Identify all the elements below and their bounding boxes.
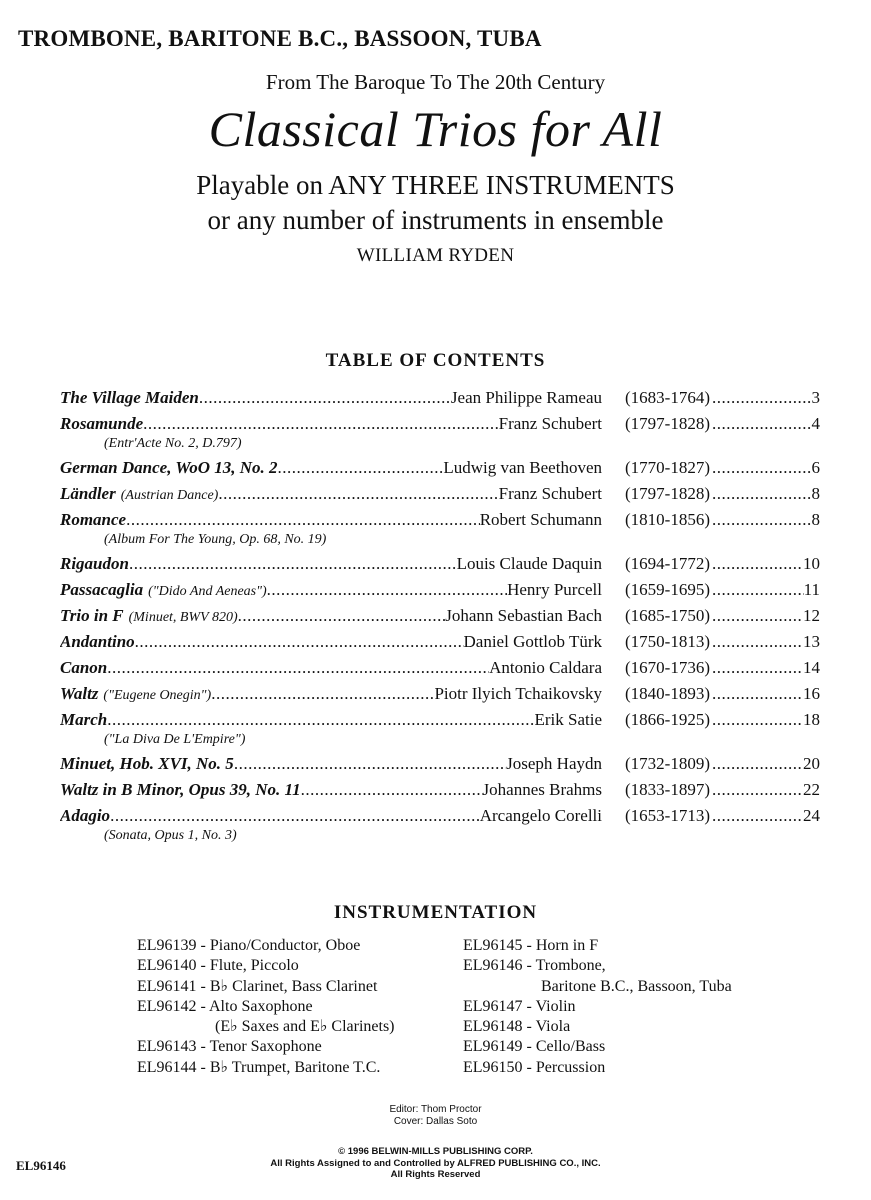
leader-dots: [267, 577, 507, 603]
leader-dots: [712, 577, 804, 603]
toc-page: 22: [803, 780, 820, 799]
instrumentation-left-column: [137, 936, 395, 1078]
leader-dots: [712, 751, 803, 777]
catalog-code: EL96146: [16, 1158, 66, 1173]
toc-years: (1750-1813): [625, 632, 710, 651]
toc-entry[interactable]: [60, 603, 820, 629]
toc-page: 11: [803, 580, 820, 599]
credits: [0, 1104, 871, 1128]
instrument-part: EL96147 - Violin: [463, 997, 576, 1015]
toc-composer: Piotr Ilyich Tchaikovsky: [434, 684, 602, 703]
toc-entry[interactable]: [60, 655, 820, 681]
toc-page: 10: [803, 554, 820, 573]
instrument-part: EL96150 - Percussion: [463, 1058, 606, 1076]
leader-dots: [199, 385, 451, 411]
leader-dots: [143, 411, 498, 437]
toc-entry[interactable]: [60, 551, 820, 577]
toc-page: 14: [803, 658, 820, 677]
toc-heading: TABLE OF CONTENTS: [325, 350, 546, 371]
leader-dots: [211, 681, 434, 707]
leader-dots: [712, 455, 812, 481]
toc-composer: Joseph Haydn: [506, 754, 602, 773]
toc-page: 8: [811, 484, 820, 503]
instrument-part: EL96140 - Flute, Piccolo: [137, 957, 299, 975]
toc-years: (1685-1750): [625, 606, 710, 625]
copyright-notice: [0, 1146, 871, 1181]
instrument-part: EL96142 - Alto Saxophone: [137, 997, 313, 1015]
instrument-part: EL96149 - Cello/Bass: [463, 1038, 606, 1056]
toc-composer: Daniel Gottlob Türk: [463, 632, 602, 651]
leader-dots: [126, 507, 480, 533]
author-name: WILLIAM RYDEN: [356, 245, 515, 266]
toc-title: Minuet, Hob. XVI, No. 5: [60, 754, 234, 773]
toc-composer: Ludwig van Beethoven: [443, 458, 602, 477]
toc-years: (1653-1713): [625, 806, 710, 825]
leader-dots: [712, 655, 803, 681]
toc-entry[interactable]: [60, 777, 820, 803]
toc-title: Rosamunde: [60, 414, 144, 433]
leader-dots: [712, 803, 803, 829]
toc-composer: Henry Purcell: [507, 580, 602, 599]
toc-page: 16: [803, 684, 820, 703]
toc-entry[interactable]: [60, 577, 820, 603]
toc-subtitle: (Entr'Acte No. 2, D.797): [104, 436, 242, 451]
toc-title-note: ("Eugene Onegin"): [103, 688, 212, 703]
toc-entry[interactable]: [60, 455, 820, 481]
toc-composer: Louis Claude Daquin: [456, 554, 602, 573]
toc-entry[interactable]: [60, 803, 820, 847]
toc-years: (1797-1828): [625, 414, 710, 433]
toc-years: (1797-1828): [625, 484, 710, 503]
toc-title: Adagio: [60, 806, 111, 825]
leader-dots: [107, 655, 489, 681]
leader-dots: [135, 629, 464, 655]
toc-title: Canon: [60, 658, 108, 677]
toc-composer: Arcangelo Corelli: [479, 806, 602, 825]
leader-dots: [110, 803, 480, 829]
toc-years: (1694-1772): [625, 554, 710, 573]
leader-dots: [712, 777, 803, 803]
toc-entry[interactable]: [60, 629, 820, 655]
copyright-line: © 1996 BELWIN-MILLS PUBLISHING CORP.: [338, 1146, 533, 1157]
toc-page: 6: [811, 458, 820, 477]
instrument-part: EL96145 - Horn in F: [463, 937, 599, 954]
toc-subtitle: (Album For The Young, Op. 68, No. 19): [104, 532, 327, 547]
toc-page: 18: [803, 710, 820, 729]
toc-years: (1810-1856): [625, 510, 710, 529]
leader-dots: [712, 481, 812, 507]
toc-page: 3: [811, 388, 820, 407]
toc-composer: Franz Schubert: [498, 414, 602, 433]
table-of-contents: [60, 385, 820, 847]
rights-assigned-line: All Rights Assigned to and Controlled by ALFRED PUBLISHING CO., INC.: [270, 1157, 601, 1169]
instrument-part: EL96141 - B♭ Clarinet, Bass Clarinet: [137, 977, 378, 995]
toc-page: 20: [803, 754, 820, 773]
toc-title: Andantino: [60, 632, 135, 651]
leader-dots: [712, 603, 803, 629]
leader-dots: [712, 629, 803, 655]
toc-years: (1659-1695): [625, 580, 710, 599]
leader-dots: [238, 603, 446, 629]
tagline-line-1: Playable on ANY THREE INSTRUMENTS: [196, 170, 675, 200]
leader-dots: [301, 777, 483, 803]
instrument-part-continuation: (E♭ Saxes and E♭ Clarinets): [215, 1018, 395, 1036]
toc-title: The Village Maiden: [60, 388, 199, 407]
cover-credit: Cover: Dallas Soto: [393, 1116, 478, 1127]
toc-title: Rigaudon: [60, 554, 129, 573]
toc-title: German Dance, WoO 13, No. 2: [60, 458, 278, 477]
toc-title-note: (Minuet, BWV 820): [128, 610, 238, 625]
toc-years: (1683-1764): [625, 388, 710, 407]
toc-years: (1833-1897): [625, 780, 710, 799]
instrument-part: EL96144 - B♭ Trumpet, Baritone T.C.: [137, 1058, 381, 1076]
toc-composer: Antonio Caldara: [489, 658, 602, 677]
toc-entry[interactable]: [60, 707, 820, 751]
toc-page: 12: [803, 606, 820, 625]
leader-dots: [712, 707, 803, 733]
instrumentation-heading: INSTRUMENTATION: [333, 902, 538, 923]
leader-dots: [234, 751, 506, 777]
leader-dots: [712, 507, 812, 533]
instrument-part: EL96148 - Viola: [463, 1018, 571, 1036]
leader-dots: [107, 707, 534, 733]
toc-title: Ländler: [60, 484, 116, 503]
toc-title-note: ("Dido And Aeneas"): [148, 584, 267, 599]
book-title: Classical Trios for All: [208, 101, 663, 157]
toc-title: Romance: [60, 510, 127, 529]
leader-dots: [278, 455, 444, 481]
toc-title: Trio in F: [60, 606, 124, 625]
leader-dots: [712, 411, 812, 437]
leader-dots: [712, 551, 803, 577]
toc-page: 8: [811, 510, 820, 529]
toc-entry[interactable]: [60, 481, 820, 507]
instrument-part: EL96146 - Trombone,: [463, 957, 606, 975]
toc-title: Passacaglia: [60, 580, 144, 599]
leader-dots: [129, 551, 457, 577]
header-instruments: TROMBONE, BARITONE B.C., BASSOON, TUBA: [18, 26, 542, 51]
toc-title: Waltz: [60, 684, 99, 703]
instrument-part: EL96143 - Tenor Saxophone: [137, 1038, 322, 1056]
toc-title-note: (Austrian Dance): [120, 488, 219, 503]
toc-years: (1732-1809): [625, 754, 710, 773]
toc-composer: Johannes Brahms: [482, 780, 602, 799]
toc-years: (1770-1827): [625, 458, 710, 477]
instrument-part: EL96139 - Piano/Conductor, Oboe: [137, 937, 361, 954]
leader-dots: [712, 681, 803, 707]
editor-credit: Editor: Thom Proctor: [389, 1104, 482, 1115]
toc-entry[interactable]: [60, 411, 820, 455]
toc-composer: Erik Satie: [534, 710, 602, 729]
toc-subtitle: ("La Diva De L'Empire"): [104, 732, 246, 747]
toc-years: (1840-1893): [625, 684, 710, 703]
toc-composer: Johann Sebastian Bach: [445, 606, 602, 625]
toc-page: 24: [803, 806, 820, 825]
toc-title: March: [60, 710, 108, 729]
tagline-line-2: or any number of instruments in ensemble: [207, 205, 664, 235]
leader-dots: [712, 385, 812, 411]
toc-composer: Jean Philippe Rameau: [450, 388, 602, 407]
toc-entry[interactable]: [60, 507, 820, 551]
leader-dots: [218, 481, 498, 507]
toc-entry[interactable]: [60, 385, 820, 411]
toc-page: 13: [803, 632, 820, 651]
instrumentation-right-column: [463, 936, 732, 1078]
toc-title: Waltz in B Minor, Opus 39, No. 11: [60, 780, 301, 799]
toc-subtitle: (Sonata, Opus 1, No. 3): [104, 828, 237, 843]
toc-page: 4: [811, 414, 820, 433]
toc-entry[interactable]: [60, 681, 820, 707]
toc-composer: Robert Schumann: [479, 510, 602, 529]
toc-years: (1670-1736): [625, 658, 710, 677]
header-subtitle: From The Baroque To The 20th Century: [265, 70, 606, 94]
toc-composer: Franz Schubert: [498, 484, 602, 503]
instrument-part-continuation: Baritone B.C., Bassoon, Tuba: [541, 977, 732, 995]
toc-entry[interactable]: [60, 751, 820, 777]
toc-years: (1866-1925): [625, 710, 710, 729]
rights-reserved-line: All Rights Reserved: [390, 1169, 481, 1180]
